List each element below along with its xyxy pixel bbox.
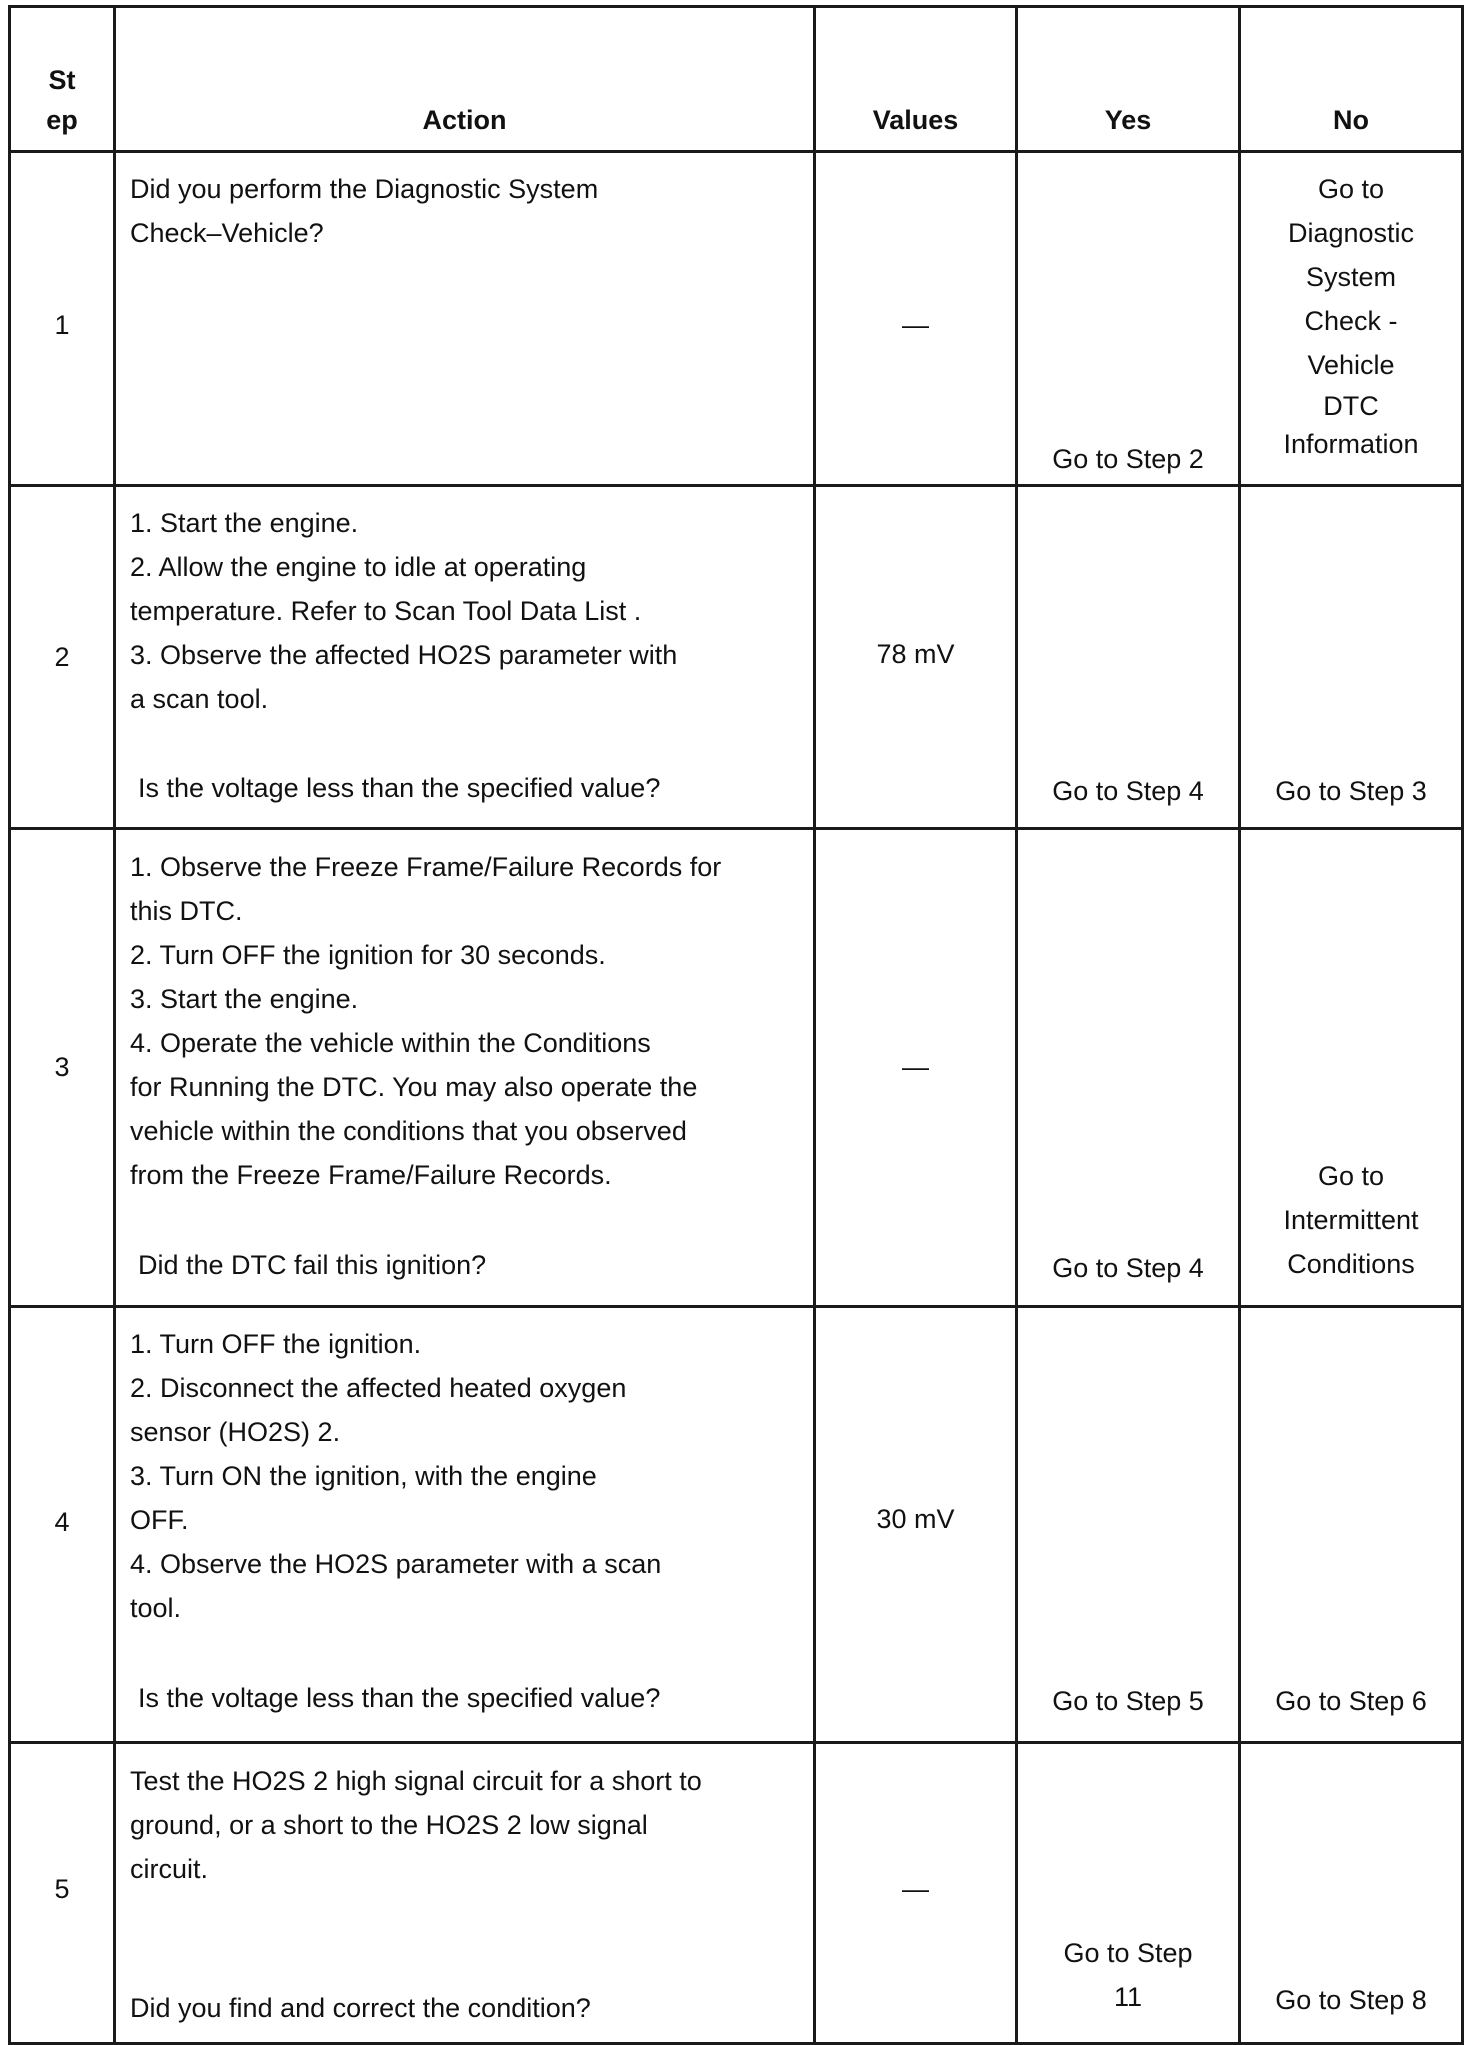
no-line: Vehicle (1307, 350, 1395, 380)
action-line: 1. Start the engine. (130, 508, 359, 538)
yes-line: Go to Step (1063, 1938, 1193, 1968)
action-line: Check–Vehicle? (130, 218, 324, 248)
column-divider (1015, 5, 1018, 2045)
no-line: DTC (1323, 391, 1379, 421)
action-line: 2. Turn OFF the ignition for 30 seconds. (130, 940, 606, 970)
row-divider (8, 827, 1464, 830)
row-1-action (130, 167, 598, 255)
header-divider (8, 150, 1464, 153)
action-line: tool. (130, 1593, 182, 1623)
no-line: Diagnostic (1287, 218, 1415, 248)
action-line: vehicle within the conditions that you observed (130, 1116, 687, 1146)
row-2-value: 78 mV (876, 639, 955, 669)
row-4-action (130, 1322, 661, 1630)
header-action: Action (422, 105, 507, 135)
action-line: sensor (HO2S) 2. (130, 1417, 341, 1447)
yes-line: 11 (1113, 1982, 1143, 2012)
row-3-value: — (902, 1052, 929, 1082)
action-line: 1. Observe the Freeze Frame/Failure Records for (130, 852, 722, 882)
row-divider (8, 1305, 1464, 1308)
row-5-question: Did you find and correct the condition? (130, 1993, 591, 2023)
row-4-step: 4 (54, 1507, 70, 1537)
action-line: 3. Observe the affected HO2S parameter with (130, 640, 678, 670)
header-step-line2: ep (46, 105, 78, 135)
row-4-no: Go to Step 6 (1275, 1686, 1427, 1716)
action-line: 3. Start the engine. (130, 984, 359, 1014)
action-line: circuit. (130, 1854, 209, 1884)
row-5-step: 5 (54, 1874, 70, 1904)
row-3-no (1241, 1154, 1461, 1286)
action-line: this DTC. (130, 896, 243, 926)
row-3-yes: Go to Step 4 (1052, 1253, 1204, 1283)
header-no: No (1333, 105, 1369, 135)
action-line: a scan tool. (130, 684, 269, 714)
row-5-value: — (902, 1874, 929, 1904)
action-line: 3. Turn ON the ignition, with the engine (130, 1461, 597, 1491)
row-1-step: 1 (54, 310, 70, 340)
action-line: ground, or a short to the HO2S 2 low signal (130, 1810, 648, 1840)
action-line: temperature. Refer to Scan Tool Data List . (130, 596, 642, 626)
no-line: Go to (1317, 1161, 1385, 1191)
no-line: System (1305, 262, 1397, 292)
row-3-action (130, 845, 721, 1197)
row-2-action (130, 501, 677, 721)
no-line: Go to (1317, 174, 1385, 204)
no-line: Information (1283, 429, 1419, 459)
row-2-question: Is the voltage less than the specified value? (138, 773, 661, 803)
header-yes: Yes (1104, 105, 1152, 135)
row-5-action (130, 1759, 702, 1891)
action-line: Test the HO2S 2 high signal circuit for a short to (130, 1766, 702, 1796)
row-2-step: 2 (54, 642, 70, 672)
table-border-top (8, 5, 1464, 8)
row-3-step: 3 (54, 1052, 70, 1082)
row-1-value: — (902, 310, 929, 340)
action-line: from the Freeze Frame/Failure Records. (130, 1160, 612, 1190)
row-5-no: Go to Step 8 (1275, 1985, 1427, 2015)
no-line: Check - (1304, 306, 1398, 336)
action-line: OFF. (130, 1505, 189, 1535)
table-border-right (1461, 5, 1464, 2045)
action-line: Did you perform the Diagnostic System (130, 174, 599, 204)
row-1-no (1241, 167, 1461, 463)
header-step (11, 60, 113, 140)
action-line: 1. Turn OFF the ignition. (130, 1329, 422, 1359)
header-values: Values (872, 105, 959, 135)
row-divider (8, 1741, 1464, 1744)
no-line: Intermittent (1283, 1205, 1419, 1235)
action-line: 2. Allow the engine to idle at operating (130, 552, 587, 582)
action-line: 2. Disconnect the affected heated oxygen (130, 1373, 627, 1403)
row-4-yes: Go to Step 5 (1052, 1686, 1204, 1716)
row-4-question: Is the voltage less than the specified value? (138, 1683, 661, 1713)
header-step-line1: St (48, 65, 76, 95)
action-line: 4. Observe the HO2S parameter with a scan (130, 1549, 662, 1579)
row-4-value: 30 mV (876, 1504, 955, 1534)
row-5-yes (1018, 1931, 1238, 2019)
row-3-question: Did the DTC fail this ignition? (138, 1250, 487, 1280)
column-divider (113, 5, 116, 2045)
action-line: for Running the DTC. You may also operate the (130, 1072, 698, 1102)
row-divider (8, 484, 1464, 487)
action-line: 4. Operate the vehicle within the Conditions (130, 1028, 651, 1058)
row-2-yes: Go to Step 4 (1052, 776, 1204, 806)
row-2-no: Go to Step 3 (1275, 776, 1427, 806)
no-line: Conditions (1287, 1249, 1415, 1279)
row-1-yes: Go to Step 2 (1052, 444, 1204, 474)
